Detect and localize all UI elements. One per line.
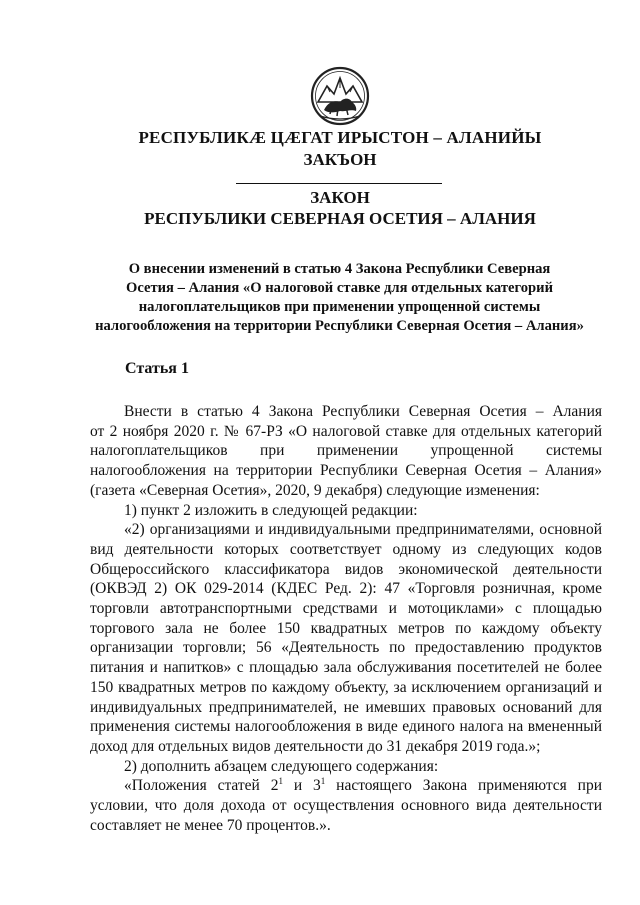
final-paragraph-line: [90, 776, 602, 796]
body-line: Внести в статью 4 Закона Республики Северная Осетия – Алания: [124, 403, 602, 420]
quote-line: питания и напитков» с площадью зала обслуживания посетителей не более: [90, 659, 602, 677]
law-title-line: О внесении изменений в статью 4 Закона Республики Северная: [128, 261, 551, 277]
document-body: [90, 402, 602, 835]
quote-line: торговли автотранспортными средствами и мотоциклами» с площадью: [90, 600, 602, 618]
quote-line: индивидуальных предпринимателей, не имевших правовых оснований для: [90, 698, 602, 716]
quote-line: торгового зала не более 150 квадратных метров по каждому объекту: [90, 619, 602, 637]
quote-line: 150 квадратных метров по каждому объекту, за исключением организаций и: [90, 678, 602, 696]
final-paragraph-line: составляет не менее 70 процентов.».: [90, 816, 331, 834]
final-text-b: и 3: [282, 777, 321, 795]
article-heading: Статья 1: [125, 360, 189, 377]
quote-line: «2) организациями и индивидуальными предпринимателями, основной: [124, 521, 602, 539]
coat-of-arms-emblem: [310, 66, 370, 126]
quote-line: (ОКВЭД 2) ОК 029-2014 (КДЕС Ред. 2): 47 «Торговля розничная, кроме: [90, 580, 602, 598]
quote-line: вид деятельности которых соответствует одному из следующих кодов: [90, 540, 602, 558]
body-line: от 2 ноября 2020 г. № 67-РЗ «О налоговой ставке для отдельных категорий: [90, 422, 602, 440]
final-text-c: настоящего Закона применяются при: [325, 777, 603, 795]
quote-line: доход для отдельных видов деятельности до 31 декабря 2019 года.»;: [90, 737, 541, 755]
body-line: налогообложения на территории Республики Северная Осетия – Алания»: [90, 462, 602, 480]
body-line: (газета «Северная Осетия», 2020, 9 декабря) следующие изменения:: [90, 481, 540, 499]
quote-line: применения системы налогообложения в виде единого налога на вмененный: [90, 718, 602, 736]
superscript: 1: [278, 776, 283, 787]
quote-line: организации торговли; 56 «Деятельность по предоставлению продуктов: [90, 639, 602, 657]
list-item-2: 2) дополнить абзацем следующего содержания:: [124, 757, 439, 775]
header-divider: [236, 183, 442, 184]
law-title-line: налогоплательщиков при применении упрощенной системы: [138, 299, 541, 315]
law-title: [76, 260, 603, 336]
header-ossetian-law: ЗАКЪОН: [303, 150, 377, 169]
header-republic-name: РЕСПУБЛИКИ СЕВЕРНАЯ ОСЕТИЯ – АЛАНИЯ: [144, 209, 536, 228]
final-text-a: «Положения статей 2: [124, 777, 279, 795]
body-line: налогоплательщиков при применении упрощенной системы: [90, 442, 602, 460]
final-paragraph-line: условии, что доля дохода от осуществления основного вида деятельности: [90, 797, 602, 815]
list-item-1: 1) пункт 2 изложить в следующей редакции:: [124, 501, 418, 519]
header-law: ЗАКОН: [310, 188, 370, 207]
header-ossetian-republic: РЕСПУБЛИКӔ ЦӔГАТ ИРЫСТОН – АЛАНИЙЫ: [138, 128, 542, 147]
quote-line: Общероссийского классификатора видов экономической деятельности: [90, 560, 602, 578]
law-title-line: налогообложения на территории Республики Северная Осетия – Алания»: [95, 318, 584, 334]
law-title-line: Осетия – Алания «О налоговой ставке для отдельных категорий: [125, 280, 553, 296]
superscript: 1: [320, 776, 326, 787]
